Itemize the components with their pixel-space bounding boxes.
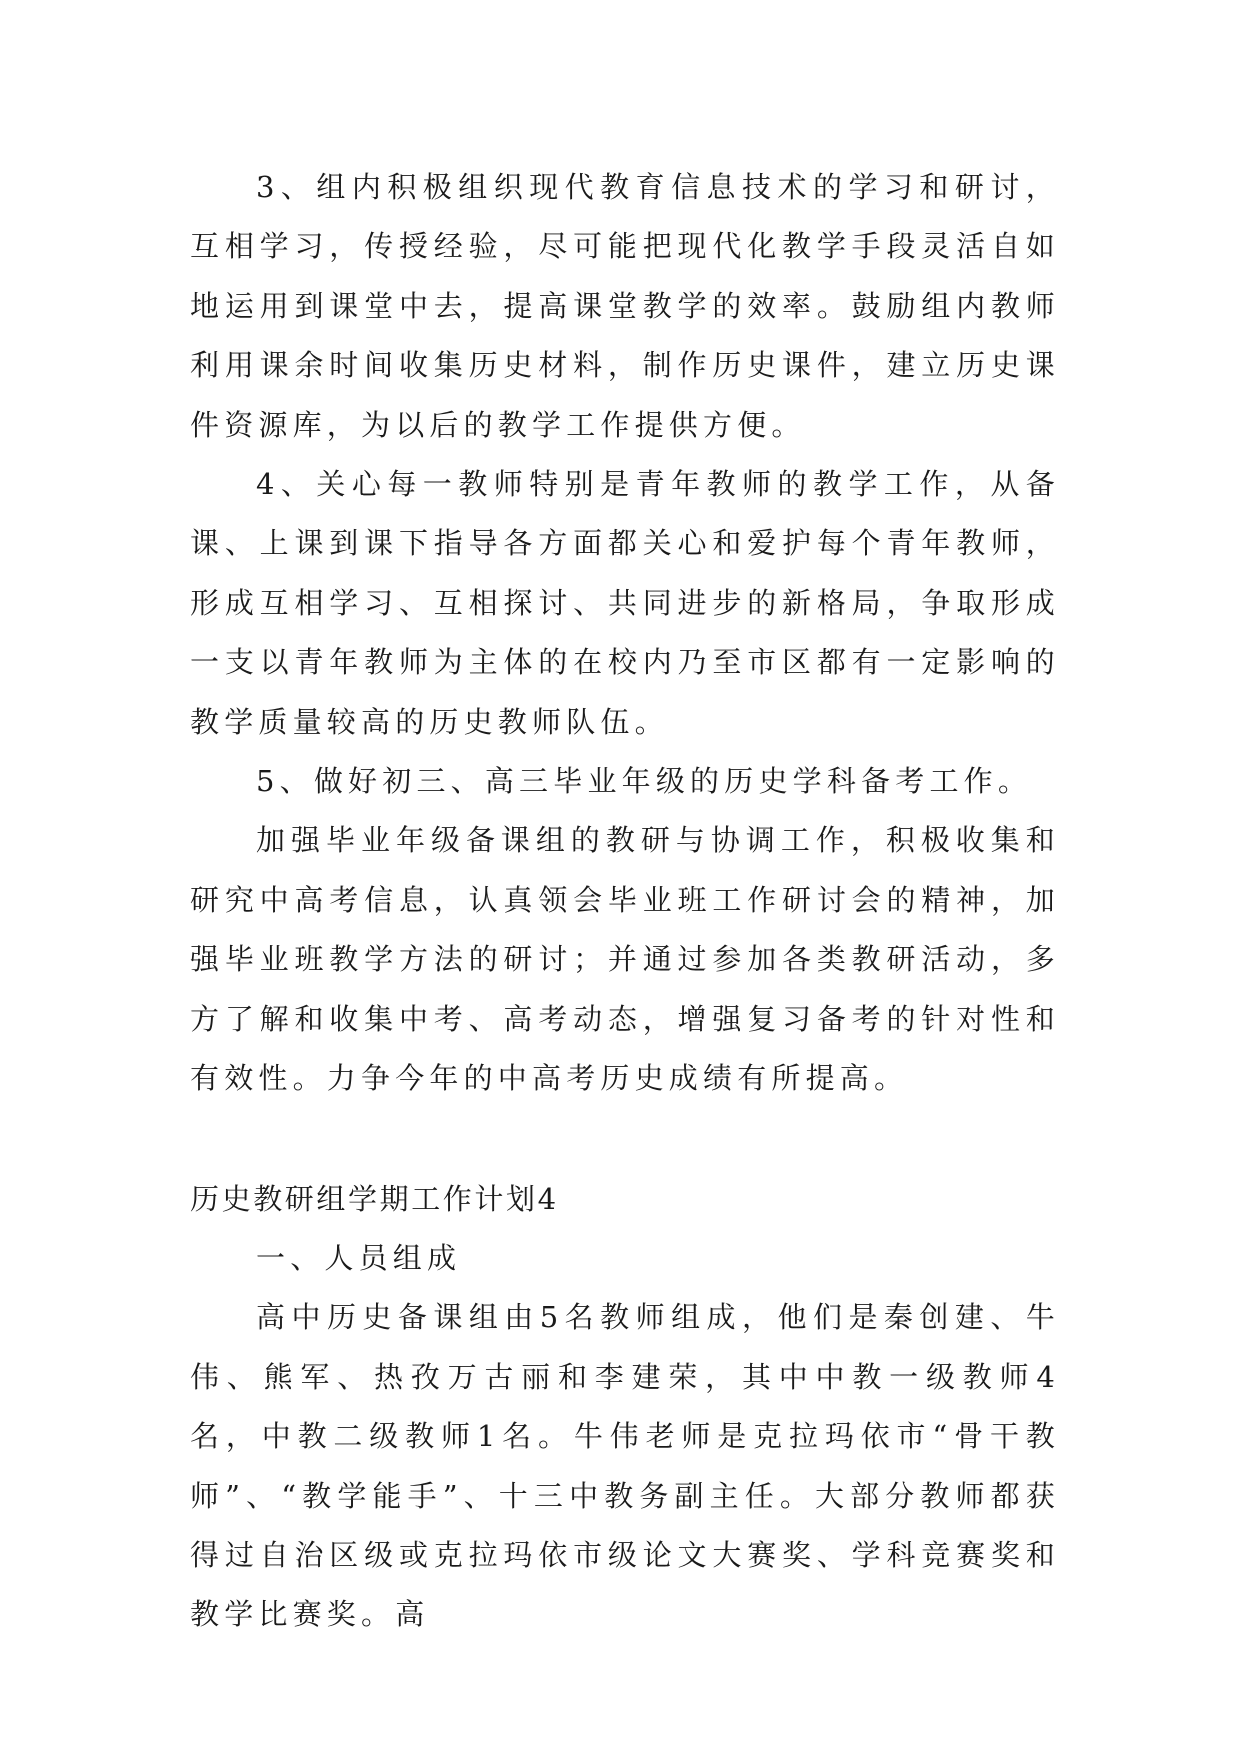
document-body — [190, 158, 1060, 1645]
section-title: 历史教研组学期工作计划4 — [190, 1181, 559, 1216]
paragraph-item-4: 4、关心每一教师特别是青年教师的教学工作，从备课、上课到课下指导各方面都关心和爱护每个青年教师，形成互相学习、互相探讨、共同进步的新格局，争取形成一支以青年教师为主体的在校内乃至市区都有一定影响的教学质量较高的历史教师队伍。 — [190, 467, 1060, 739]
paragraph-item-5: 5、做好初三、高三毕业年级的历史学科备考工作。 — [256, 764, 1033, 799]
subsection-heading: 一、人员组成 — [256, 1240, 462, 1275]
paragraph-item-3: 3、组内积极组织现代教育信息技术的学习和研讨，互相学习，传授经验，尽可能把现代化教学手段灵活自如地运用到课堂中去，提高课堂教学的效率。鼓励组内教师利用课余时间收集历史材料，制作历史课件，建立历史课件资源库，为以后的教学工作提供方便。 — [190, 170, 1060, 442]
paragraph-staff: 高中历史备课组由5名教师组成，他们是秦创建、牛伟、熊军、热孜万古丽和李建荣，其中中教一级教师4名，中教二级教师1名。牛伟老师是克拉玛依市“骨干教师”、“教学能手”、十三中教务副主任。大部分教师都获得过自治区级或克拉玛依市级论文大赛奖、学科竞赛奖和教学比赛奖。高 — [190, 1300, 1060, 1632]
paragraph-graduation-prep: 加强毕业年级备课组的教研与协调工作，积极收集和研究中高考信息，认真领会毕业班工作研讨会的精神，加强毕业班教学方法的研讨；并通过参加各类教研活动，多方了解和收集中考、高考动态，增强复习备考的针对性和有效性。力争今年的中高考历史成绩有所提高。 — [190, 823, 1060, 1096]
